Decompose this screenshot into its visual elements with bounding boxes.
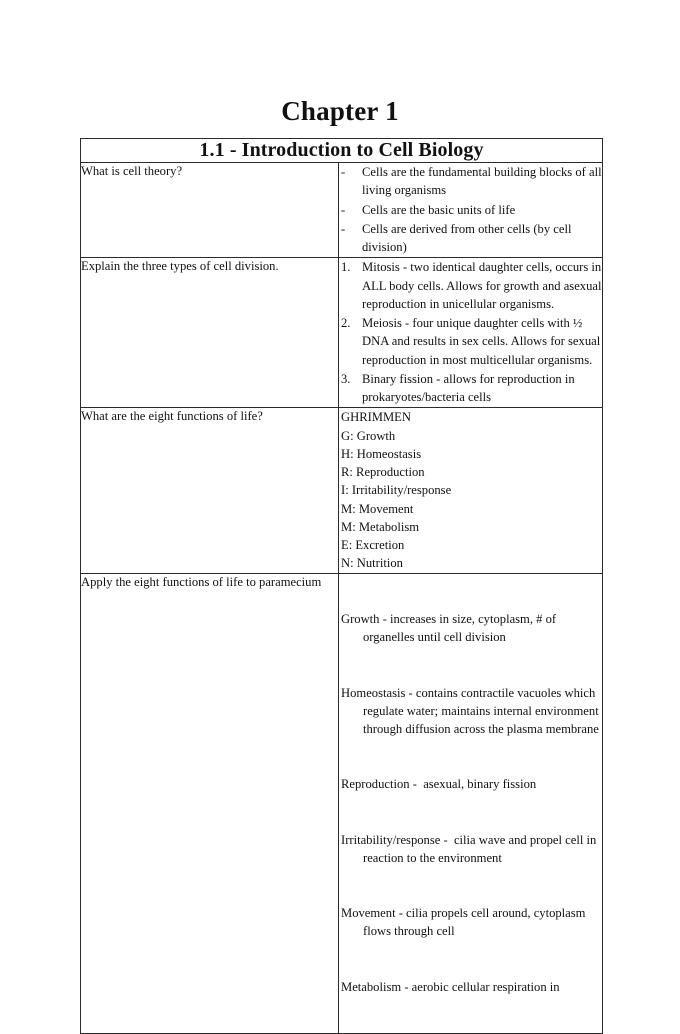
list-item: Irritability/response - cilia wave and propel cell in reaction to the environment: [341, 832, 600, 865]
question-cell: What are the eight functions of life?: [81, 408, 339, 573]
list-item: Meiosis - four unique daughter cells with ½ DNA and results in sex cells. Allows for sexual reproduction in most multicellular organisms.: [362, 316, 601, 367]
list-item: Reproduction - asexual, binary fission: [341, 777, 537, 792]
answer-dash-list: [339, 163, 602, 256]
table-row: [81, 408, 603, 573]
answer-cell: [339, 573, 603, 1033]
answer-cell: [339, 258, 603, 408]
list-item: Mitosis - two identical daughter cells, occurs in ALL body cells. Allows for growth and asexual reproduction in unicellular organisms.: [362, 260, 602, 311]
table-header-row: [81, 139, 603, 163]
cell-biology-qa-table: [80, 138, 603, 1034]
question-cell: What is cell theory?: [81, 163, 339, 258]
answer-hanging-list: [339, 574, 602, 1033]
answer-cell: [339, 163, 603, 258]
question-cell: Explain the three types of cell division.: [81, 258, 339, 408]
list-item: M: Metabolism: [341, 519, 420, 534]
list-item: Homeostasis - contains contractile vacuoles which regulate water; maintains internal environment through diffusion across the plasma membrane: [341, 685, 602, 736]
list-item: Binary fission - allows for reproduction in prokaryotes/bacteria cells: [362, 371, 575, 404]
list-item: - Cells are derived from other cells (by cell division): [339, 220, 602, 257]
list-item: E: Excretion: [341, 538, 405, 552]
table-row: [81, 258, 603, 408]
list-item: GHRIMMEN: [341, 410, 411, 425]
list-item: Movement - cilia propels cell around, cytoplasm flows through cell: [341, 906, 589, 939]
answer-numbered-list: [339, 258, 602, 406]
list-item: - Cells are the basic units of life: [339, 201, 602, 219]
list-item: Growth - increases in size, cytoplasm, # of organelles until cell division: [341, 612, 560, 645]
table-row: [81, 163, 603, 258]
list-item: - Cells are the fundamental building blocks of all living organisms: [339, 163, 602, 200]
answer-cell: [339, 408, 603, 573]
list-item: I: Irritability/response: [341, 483, 452, 498]
list-item: N: Nutrition: [341, 556, 403, 571]
list-item: R: Reproduction: [341, 465, 425, 479]
question-cell: Apply the eight functions of life to paramecium: [81, 573, 339, 1033]
answer-plain-lines: [339, 408, 602, 572]
chapter-title: Chapter 1: [281, 96, 399, 126]
table-row: [81, 573, 603, 1033]
list-item: G: Growth: [341, 428, 396, 443]
list-item: M: Movement: [341, 501, 414, 516]
section-header-cell: [81, 139, 603, 163]
list-item: H: Homeostasis: [341, 446, 422, 461]
list-item: Metabolism - aerobic cellular respiration in: [341, 979, 560, 994]
section-header-text: 1.1 - Introduction to Cell Biology: [199, 139, 484, 161]
table-body: [81, 139, 603, 1034]
